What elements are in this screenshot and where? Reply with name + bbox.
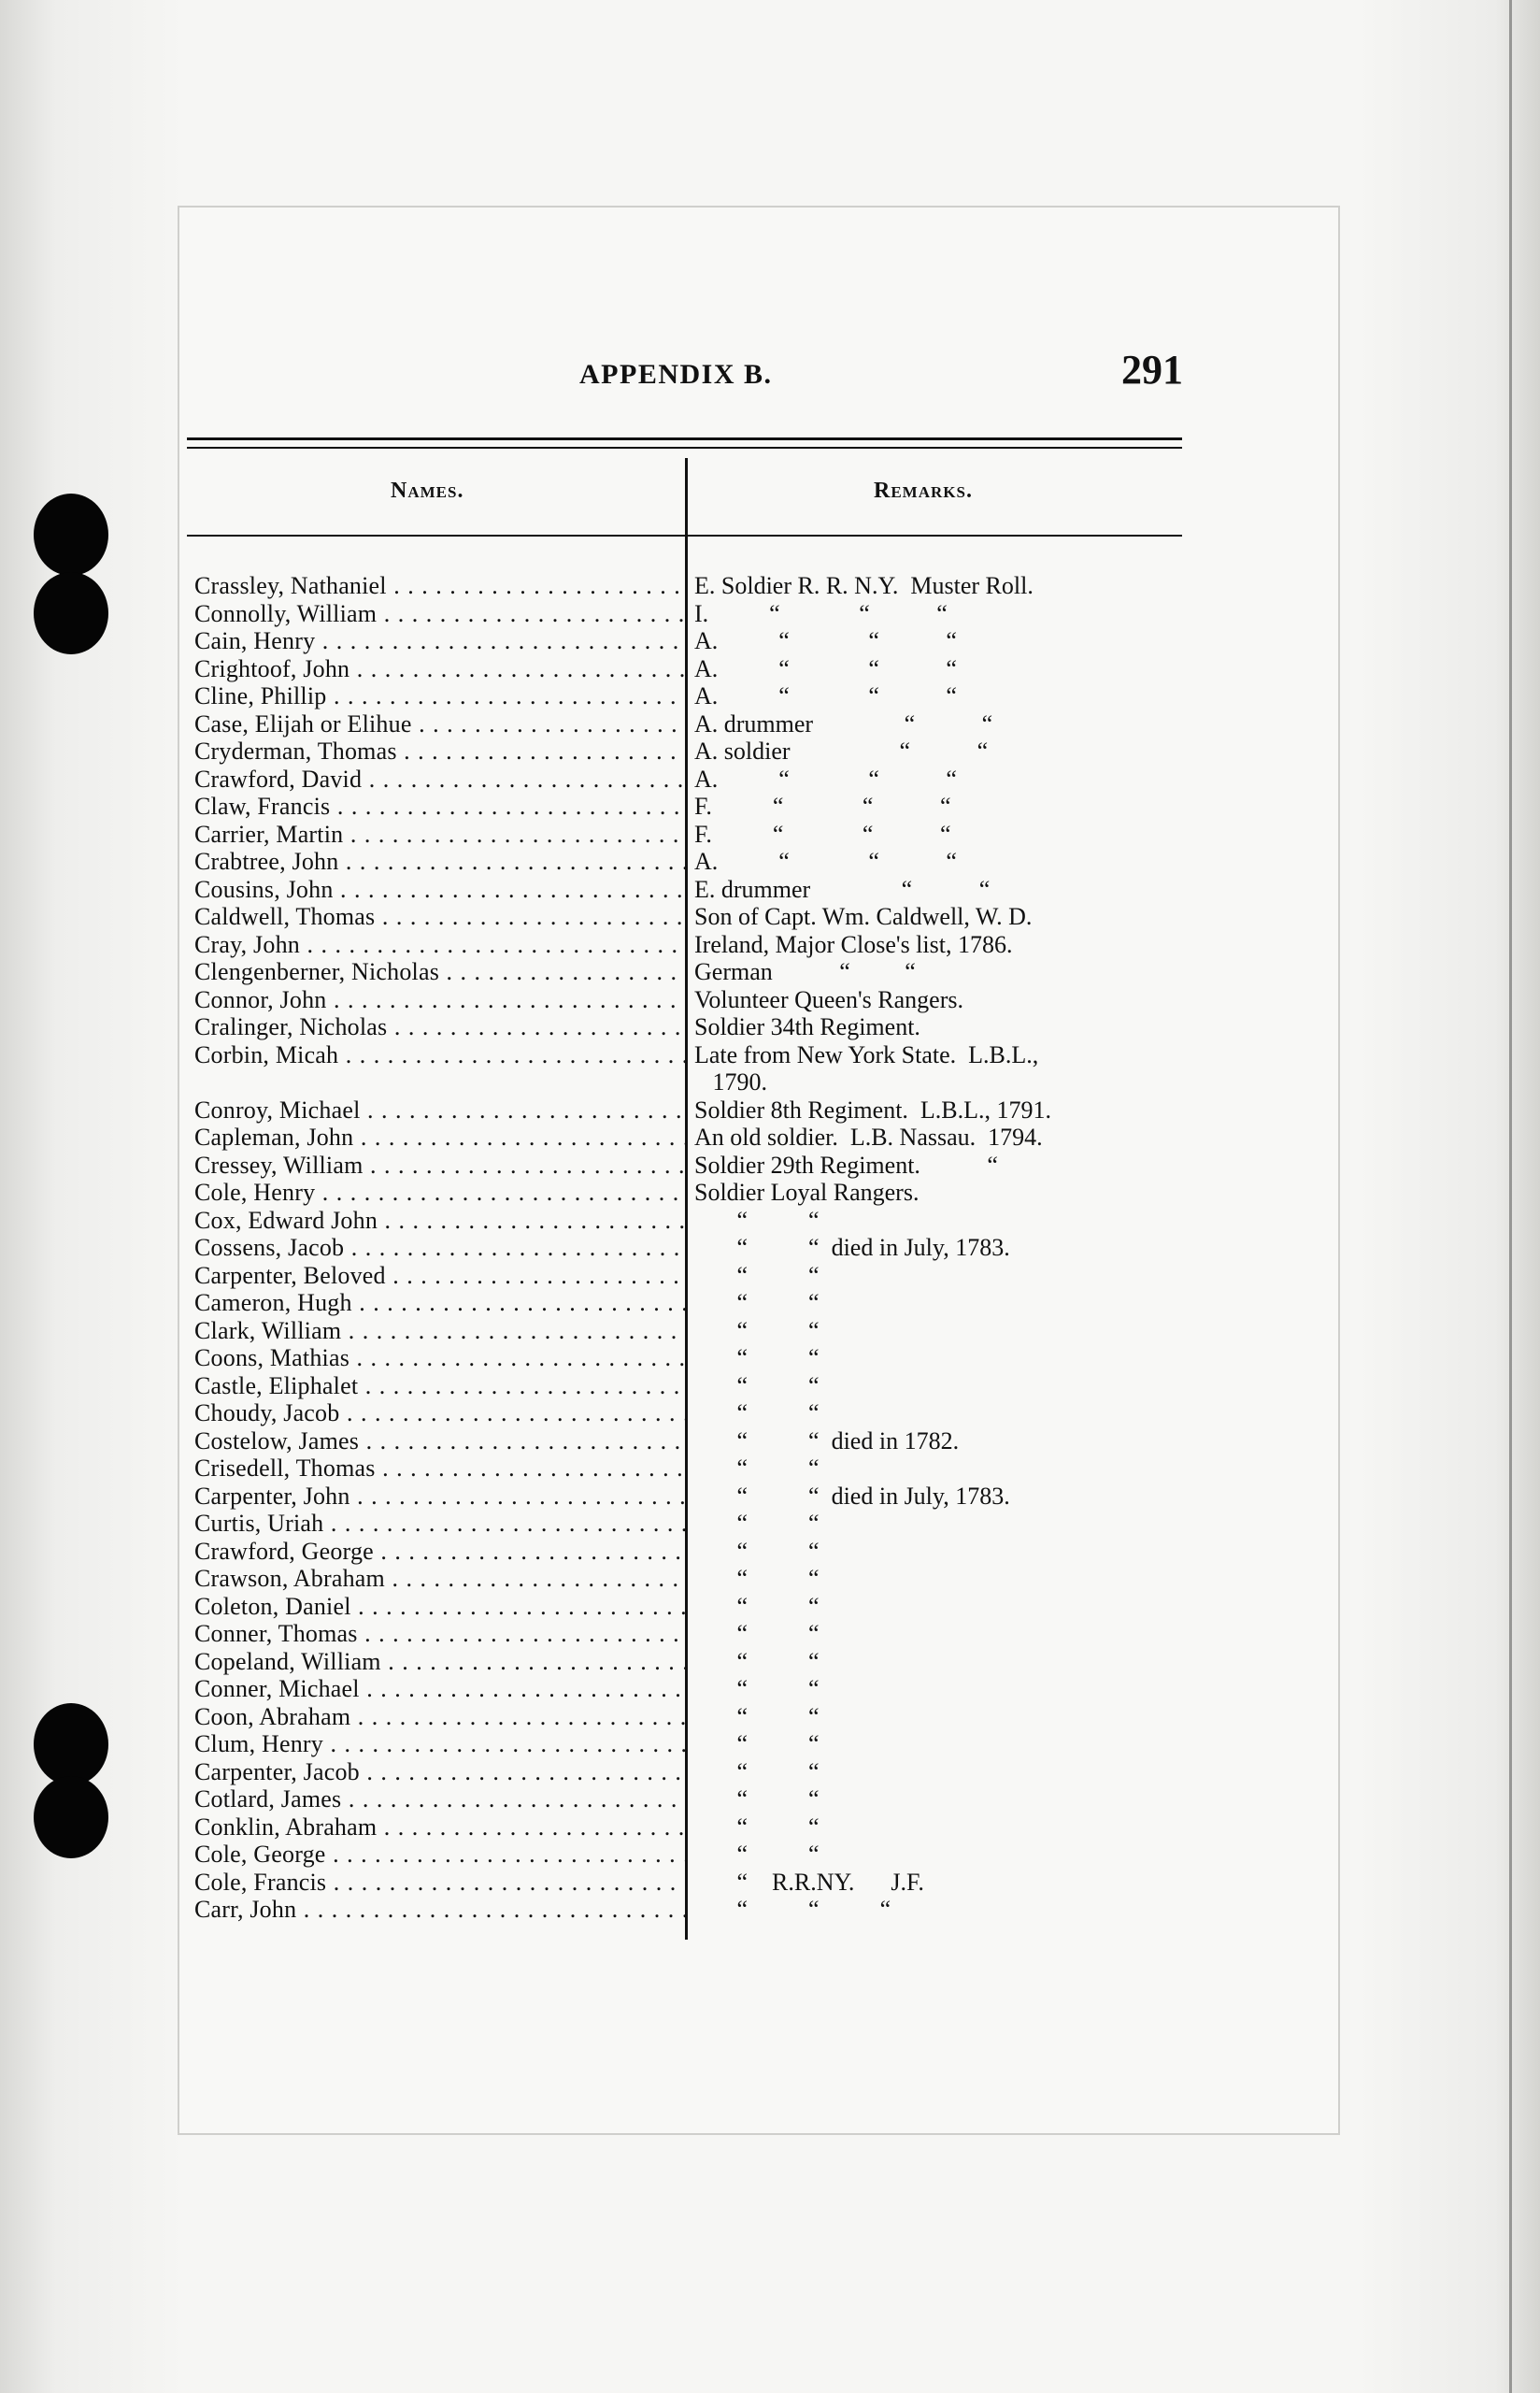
remark-cell: Son of Capt. Wm. Caldwell, W. D. xyxy=(694,903,1033,930)
binder-hole xyxy=(34,1776,108,1858)
name-cell: Crassley, Nathaniel . . . xyxy=(194,572,685,600)
remark-cell: “ “ died in July, 1783. xyxy=(694,1482,1010,1510)
name-cell: Cryderman, Thomas . . . xyxy=(194,738,685,766)
remark-cell: “ “ xyxy=(694,1289,820,1316)
name-cell: Cressey, William . . . xyxy=(194,1152,685,1180)
binder-hole xyxy=(34,1703,108,1785)
remark-cell: A. “ “ “ xyxy=(694,682,957,709)
table-row xyxy=(194,1813,1185,1841)
remark-cell: German “ “ xyxy=(694,958,916,985)
remark-cell: Soldier Loyal Rangers. xyxy=(694,1179,920,1206)
name-cell: Cousins, John . . . xyxy=(194,876,685,904)
name-cell: Crisedell, Thomas . . . xyxy=(194,1454,685,1483)
remark-cell: “ “ xyxy=(694,1647,820,1675)
table-row xyxy=(194,1565,1185,1593)
top-rule xyxy=(187,437,1182,440)
name-cell: Cox, Edward John . . . xyxy=(194,1207,685,1235)
name-cell: Carpenter, Jacob . . . xyxy=(194,1758,685,1786)
remark-cell: F. “ “ “ xyxy=(694,820,951,848)
table-row xyxy=(194,1593,1185,1621)
name-cell: Connolly, William . . . xyxy=(194,600,685,628)
name-cell: Crabtree, John . . . xyxy=(194,848,685,876)
remark-cell: A. drummer “ “ xyxy=(694,709,993,738)
table-row xyxy=(194,1041,1185,1069)
remark-cell: “ “ xyxy=(694,1785,820,1813)
table-row xyxy=(194,1454,1185,1483)
name-cell: Clengenberner, Nicholas . . . xyxy=(194,958,685,986)
remark-cell: “ “ “ xyxy=(694,1896,891,1923)
remark-cell: “ “ xyxy=(694,1592,820,1620)
remark-cell: I. “ “ “ xyxy=(694,599,948,627)
name-cell: Corbin, Micah . . . xyxy=(194,1041,685,1069)
name-cell: Capleman, John . . . xyxy=(194,1124,685,1152)
running-head: APPENDIX B. xyxy=(579,359,773,390)
name-cell: Choudy, Jacob . . . xyxy=(194,1399,685,1427)
table-row xyxy=(194,1344,1185,1372)
name-cell: Cameron, Hugh . . . xyxy=(194,1289,685,1317)
name-cell: Cray, John . . . xyxy=(194,931,685,959)
name-cell: Clark, William . . . xyxy=(194,1317,685,1345)
remark-cell: “ “ xyxy=(694,1399,820,1426)
remark-cell: “ “ xyxy=(694,1316,820,1344)
binder-hole xyxy=(34,572,108,654)
table-row xyxy=(194,1372,1185,1400)
remark-cell: “ “ died in 1782. xyxy=(694,1426,960,1454)
remark-cell: “ “ xyxy=(694,1730,820,1757)
name-cell: Cossens, Jacob . . . xyxy=(194,1234,685,1262)
table-row xyxy=(194,1620,1185,1648)
table-row xyxy=(194,793,1185,821)
table-row xyxy=(194,1758,1185,1786)
table-row xyxy=(194,766,1185,794)
table-row xyxy=(194,1234,1185,1262)
table-row xyxy=(194,986,1185,1014)
remark-cell: An old soldier. L.B. Nassau. 1794. xyxy=(694,1124,1043,1151)
remark-cell: “ “ xyxy=(694,1757,820,1785)
remark-cell: “ “ xyxy=(694,1510,820,1537)
table-row xyxy=(194,1703,1185,1731)
remark-cell: “ “ died in July, 1783. xyxy=(694,1234,1010,1261)
name-cell: Coleton, Daniel . . . xyxy=(194,1593,685,1621)
remark-cell: Ireland, Major Close's list, 1786. xyxy=(694,930,1013,958)
remark-cell: “ “ xyxy=(694,1261,820,1289)
table-row xyxy=(194,1124,1185,1152)
name-cell: Crawson, Abraham . . . xyxy=(194,1565,685,1593)
name-cell: Cain, Henry . . . xyxy=(194,627,685,655)
table-row xyxy=(194,1013,1185,1041)
table-row xyxy=(194,821,1185,849)
top-rule-thin xyxy=(187,447,1182,449)
remark-cell: Soldier 8th Regiment. L.B.L., 1791. xyxy=(694,1096,1052,1124)
name-cell: Carpenter, John . . . xyxy=(194,1483,685,1511)
remark-cell: E. drummer “ “ xyxy=(694,875,991,903)
name-cell: Crawford, David . . . xyxy=(194,766,685,794)
remark-cell: “ “ xyxy=(694,1813,820,1841)
remark-cell: A. “ “ “ xyxy=(694,848,957,875)
remark-cell: A. “ “ “ xyxy=(694,654,957,682)
table-row xyxy=(194,1068,1185,1096)
remark-cell: “ “ xyxy=(694,1565,820,1592)
remark-cell: “ “ xyxy=(694,1206,820,1234)
table-row xyxy=(194,958,1185,986)
name-cell: Conroy, Michael . . . xyxy=(194,1096,685,1125)
remark-cell: “ “ xyxy=(694,1344,820,1371)
table-row xyxy=(194,1289,1185,1317)
remark-cell: “ “ xyxy=(694,1841,820,1868)
table-row xyxy=(194,1648,1185,1676)
name-cell: Caldwell, Thomas . . . xyxy=(194,903,685,931)
binder-hole xyxy=(34,494,108,576)
name-cell: Conner, Thomas . . . xyxy=(194,1620,685,1648)
table-row xyxy=(194,1317,1185,1345)
name-cell: Conklin, Abraham . . . xyxy=(194,1813,685,1841)
remark-cell: “ “ xyxy=(694,1702,820,1730)
name-cell: Carrier, Martin . . . xyxy=(194,821,685,849)
remark-cell: Soldier 34th Regiment. xyxy=(694,1013,920,1040)
table-row xyxy=(194,1896,1185,1924)
remark-cell: A. “ “ “ xyxy=(694,765,957,793)
name-cell: Cline, Phillip . . . xyxy=(194,682,685,710)
remark-cell: Volunteer Queen's Rangers. xyxy=(694,985,963,1013)
remark-cell: F. “ “ “ xyxy=(694,793,951,820)
remark-cell: Late from New York State. L.B.L., xyxy=(694,1040,1039,1068)
table-row xyxy=(194,627,1185,655)
name-cell: Carpenter, Beloved . . . xyxy=(194,1262,685,1290)
table-row xyxy=(194,1785,1185,1813)
page-header xyxy=(187,347,1187,400)
remarks-column-header: Remarks. xyxy=(874,479,973,503)
name-cell: Costelow, James . . . xyxy=(194,1427,685,1455)
table-row xyxy=(194,1179,1185,1207)
table-row xyxy=(194,738,1185,766)
name-cell: Crightoof, John . . . xyxy=(194,655,685,683)
table-row xyxy=(194,1096,1185,1125)
table-row xyxy=(194,1730,1185,1758)
table-row xyxy=(194,710,1185,738)
name-cell: Clum, Henry . . . xyxy=(194,1730,685,1758)
name-cell: Coon, Abraham . . . xyxy=(194,1703,685,1731)
names-column-header: Names. xyxy=(391,479,464,503)
remark-cell: “ “ xyxy=(694,1454,820,1482)
table-row xyxy=(194,876,1185,904)
table-row xyxy=(194,1262,1185,1290)
table-row xyxy=(194,931,1185,959)
name-cell: Cotlard, James . . . xyxy=(194,1785,685,1813)
name-cell: Copeland, William . . . xyxy=(194,1648,685,1676)
name-cell: Cole, Henry . . . xyxy=(194,1179,685,1207)
name-cell: Connor, John . . . xyxy=(194,986,685,1014)
table-row xyxy=(194,1869,1185,1897)
name-cell: Carr, John . . . xyxy=(194,1896,685,1924)
table-row xyxy=(194,848,1185,876)
name-cell: Curtis, Uriah . . . xyxy=(194,1510,685,1538)
remark-cell: “ R.R.NY. J.F. xyxy=(694,1868,924,1896)
remark-cell: “ “ xyxy=(694,1620,820,1647)
name-cell: Cole, Francis . . . xyxy=(194,1869,685,1897)
remark-cell: A. “ “ “ xyxy=(694,627,957,654)
table-row xyxy=(194,1675,1185,1703)
table-row xyxy=(194,1538,1185,1566)
page-number: 291 xyxy=(1121,347,1183,393)
name-cell: Cralinger, Nicholas . . . xyxy=(194,1013,685,1041)
name-cell: Crawford, George . . . xyxy=(194,1538,685,1566)
table-row xyxy=(194,1427,1185,1455)
table-row xyxy=(194,1841,1185,1869)
name-cell: Case, Elijah or Elihue . . . xyxy=(194,710,685,738)
table-row xyxy=(194,1399,1185,1427)
table-row xyxy=(194,572,1185,600)
table-row xyxy=(194,903,1185,931)
table-row xyxy=(194,655,1185,683)
table-row xyxy=(194,682,1185,710)
remark-cell: “ “ xyxy=(694,1537,820,1565)
name-cell: Cole, George . . . xyxy=(194,1841,685,1869)
name-cell: Castle, Eliphalet . . . xyxy=(194,1372,685,1400)
scan-edge-line xyxy=(1509,0,1512,2393)
table-row xyxy=(194,1207,1185,1235)
table-row xyxy=(194,1152,1185,1180)
remark-cell: “ “ xyxy=(694,1675,820,1702)
table-row xyxy=(194,1510,1185,1538)
table-row xyxy=(194,600,1185,628)
name-cell: Coons, Mathias . . . xyxy=(194,1344,685,1372)
table-row xyxy=(194,1483,1185,1511)
remark-cell: Soldier 29th Regiment. “ xyxy=(694,1151,998,1179)
name-cell: Conner, Michael . . . xyxy=(194,1675,685,1703)
remark-cell: 1790. xyxy=(694,1068,767,1096)
remark-cell: “ “ xyxy=(694,1371,820,1399)
remark-cell: A. soldier “ “ xyxy=(694,738,989,765)
remark-cell: E. Soldier R. R. N.Y. Muster Roll. xyxy=(694,572,1034,599)
name-cell: Claw, Francis . . . xyxy=(194,793,685,821)
